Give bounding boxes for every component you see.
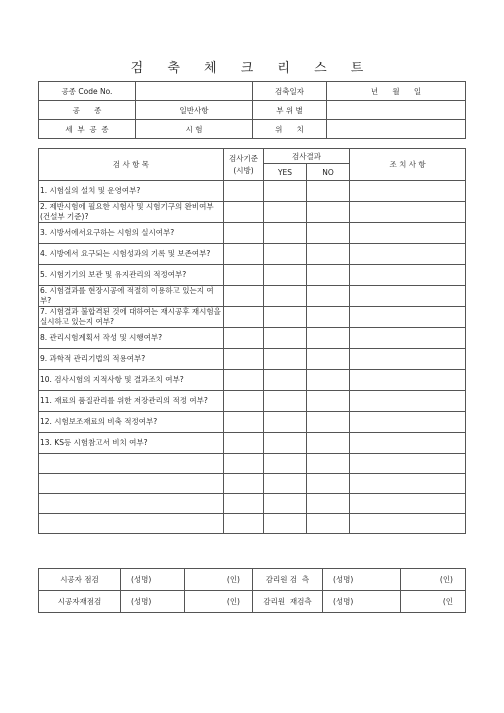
checklist-item-text: 12. 시험보조재료의 비축 적정여부? (39, 412, 224, 433)
standard-cell[interactable] (224, 391, 264, 412)
no-cell[interactable] (307, 328, 350, 349)
checklist-blank-row (39, 514, 466, 534)
standard-cell[interactable] (224, 328, 264, 349)
yes-cell[interactable] (264, 328, 307, 349)
checklist-row (39, 307, 466, 328)
no-cell[interactable] (307, 474, 350, 494)
checklist-row (39, 370, 466, 391)
location-label: 위 치 (253, 120, 327, 139)
yes-cell[interactable] (264, 202, 307, 223)
checklist-item-text: 13. KS등 시험참고서 비치 여부? (39, 433, 224, 454)
yes-cell[interactable] (264, 433, 307, 454)
checklist-row (39, 328, 466, 349)
contractor-recheck-label: 시공자재점검 (39, 591, 121, 613)
checklist-row (39, 286, 466, 307)
standard-cell[interactable] (224, 494, 264, 514)
standard-cell[interactable] (224, 349, 264, 370)
header-standard (224, 149, 264, 181)
action-cell[interactable] (350, 370, 466, 391)
inspection-date-label: 검축일자 (253, 82, 327, 101)
action-cell[interactable] (350, 223, 466, 244)
contractor-check-label: 시공자 점검 (39, 569, 121, 591)
detail-work-label: 세 부 공 종 (39, 120, 136, 139)
no-cell[interactable] (307, 244, 350, 265)
blank-item-cell[interactable] (39, 514, 224, 534)
supervisor-reinspection-label: 감리원 재검측 (253, 591, 323, 613)
no-cell[interactable] (307, 391, 350, 412)
yes-cell[interactable] (264, 307, 307, 328)
no-cell[interactable] (307, 433, 350, 454)
supervisor-seal[interactable]: (인) (401, 569, 466, 591)
checklist-row (39, 265, 466, 286)
standard-cell[interactable] (224, 474, 264, 494)
checklist-blank-row (39, 494, 466, 514)
checklist-item-text: 7. 시험결과 불합격된 것에 대하여는 재시공후 재시험을 실시하고 있는지 여부? (39, 307, 224, 328)
action-cell[interactable] (350, 328, 466, 349)
checklist-blank-row (39, 454, 466, 474)
checklist-row (39, 223, 466, 244)
work-type-label: 공 종 (39, 101, 136, 120)
checklist-item-text: 8. 관리시험계획서 작성 및 시행여부? (39, 328, 224, 349)
checklist-header-row (39, 149, 466, 164)
no-cell[interactable] (307, 412, 350, 433)
checklist-row (39, 181, 466, 202)
no-cell[interactable] (307, 223, 350, 244)
header-standard-sub: (시방) (233, 165, 254, 175)
supervisor-name-field[interactable]: (성명) (323, 569, 401, 591)
action-cell[interactable] (350, 474, 466, 494)
checklist-row (39, 202, 466, 223)
no-cell[interactable] (307, 202, 350, 223)
info-row-code (39, 82, 466, 101)
action-cell[interactable] (350, 433, 466, 454)
action-cell[interactable] (350, 202, 466, 223)
no-cell[interactable] (307, 514, 350, 534)
yes-cell[interactable] (264, 223, 307, 244)
action-cell[interactable] (350, 265, 466, 286)
action-cell[interactable] (350, 514, 466, 534)
no-cell[interactable] (307, 349, 350, 370)
header-item: 검 사 항 목 (39, 149, 224, 181)
action-cell[interactable] (350, 307, 466, 328)
supervisor-reinspection-seal[interactable]: (인 (401, 591, 466, 613)
supervisor-inspection-label: 감리원 검 측 (253, 569, 323, 591)
checklist-row (39, 349, 466, 370)
checklist-row (39, 244, 466, 265)
standard-cell[interactable] (224, 265, 264, 286)
inspection-date-value[interactable]: 년 월 일 (327, 82, 466, 101)
blank-item-cell[interactable] (39, 474, 224, 494)
yes-cell[interactable] (264, 514, 307, 534)
signature-table (38, 568, 466, 613)
header-standard-text: 검사기준 (229, 153, 258, 163)
no-cell[interactable] (307, 307, 350, 328)
action-cell[interactable] (350, 412, 466, 433)
blank-item-cell[interactable] (39, 454, 224, 474)
standard-cell[interactable] (224, 454, 264, 474)
no-cell[interactable] (307, 181, 350, 202)
yes-cell[interactable] (264, 181, 307, 202)
standard-cell[interactable] (224, 514, 264, 534)
standard-cell[interactable] (224, 307, 264, 328)
blank-item-cell[interactable] (39, 494, 224, 514)
checklist-item-text: 11. 재료의 품질관리를 위한 저장관리의 적정 여부? (39, 391, 224, 412)
action-cell[interactable] (350, 349, 466, 370)
standard-cell[interactable] (224, 412, 264, 433)
standard-cell[interactable] (224, 433, 264, 454)
no-cell[interactable] (307, 494, 350, 514)
no-cell[interactable] (307, 454, 350, 474)
yes-cell[interactable] (264, 474, 307, 494)
checklist-table (38, 148, 466, 534)
work-type-value[interactable]: 일반사항 (136, 101, 253, 120)
part-label: 부 위 별 (253, 101, 327, 120)
yes-cell[interactable] (264, 391, 307, 412)
action-cell[interactable] (350, 454, 466, 474)
action-cell[interactable] (350, 181, 466, 202)
contractor-recheck-name-field[interactable]: (성명) (121, 591, 185, 613)
code-value[interactable] (136, 82, 253, 101)
contractor-name-field[interactable]: (성명) (121, 569, 185, 591)
header-action: 조 치 사 항 (350, 149, 466, 181)
checklist-blank-row (39, 474, 466, 494)
yes-cell[interactable] (264, 454, 307, 474)
standard-cell[interactable] (224, 202, 264, 223)
standard-cell[interactable] (224, 181, 264, 202)
action-cell[interactable] (350, 244, 466, 265)
yes-cell[interactable] (264, 244, 307, 265)
checklist-item-text: 9. 과학적 관리기법의 적용여부? (39, 349, 224, 370)
yes-cell[interactable] (264, 370, 307, 391)
checklist-item-text: 10. 검사시험의 지적사항 및 결과조치 여부? (39, 370, 224, 391)
yes-cell[interactable] (264, 286, 307, 307)
info-row-detail (39, 120, 466, 139)
yes-cell[interactable] (264, 349, 307, 370)
header-result: 검사결과 (264, 149, 350, 164)
checklist-row (39, 433, 466, 454)
code-label: 공종 Code No. (39, 82, 136, 101)
action-cell[interactable] (350, 391, 466, 412)
standard-cell[interactable] (224, 370, 264, 391)
action-cell[interactable] (350, 494, 466, 514)
no-cell[interactable] (307, 370, 350, 391)
yes-cell[interactable] (264, 412, 307, 433)
detail-work-value[interactable]: 시 험 (136, 120, 253, 139)
yes-cell[interactable] (264, 494, 307, 514)
checklist-item-text: 6. 시험결과를 현장시공에 적절히 이용하고 있는지 여부? (39, 286, 224, 307)
info-row-work-type (39, 101, 466, 120)
part-value[interactable] (327, 101, 466, 120)
standard-cell[interactable] (224, 244, 264, 265)
contractor-recheck-seal[interactable]: (인) (185, 591, 253, 613)
standard-cell[interactable] (224, 223, 264, 244)
supervisor-reinspection-name-field[interactable]: (성명) (323, 591, 401, 613)
document-title: 검 축 체 크 리 스 트 (130, 61, 374, 76)
checklist-item-text: 3. 시방서에서요구하는 시험의 실시여부? (39, 223, 224, 244)
checklist-item-text: 2. 제반시험에 필요한 시험사 및 시험기구의 완비여부(건설부 기준)? (39, 202, 224, 223)
no-cell[interactable] (307, 265, 350, 286)
header-yes: YES (264, 164, 307, 181)
checklist-row (39, 412, 466, 433)
action-cell[interactable] (350, 286, 466, 307)
no-cell[interactable] (307, 286, 350, 307)
header-no: NO (307, 164, 350, 181)
signature-row-contractor (39, 569, 466, 591)
location-value[interactable] (327, 120, 466, 139)
info-table (38, 81, 466, 139)
standard-cell[interactable] (224, 286, 264, 307)
yes-cell[interactable] (264, 265, 307, 286)
contractor-seal[interactable]: (인) (185, 569, 253, 591)
checklist-item-text: 5. 시험기기의 보관 및 유지관리의 적정여부? (39, 265, 224, 286)
checklist-item-text: 1. 시험실의 설치 및 운영여부? (39, 181, 224, 202)
checklist-item-text: 4. 시방에서 요구되는 시험성과의 기록 및 보존여부? (39, 244, 224, 265)
signature-row-recheck (39, 591, 466, 613)
checklist-row (39, 391, 466, 412)
